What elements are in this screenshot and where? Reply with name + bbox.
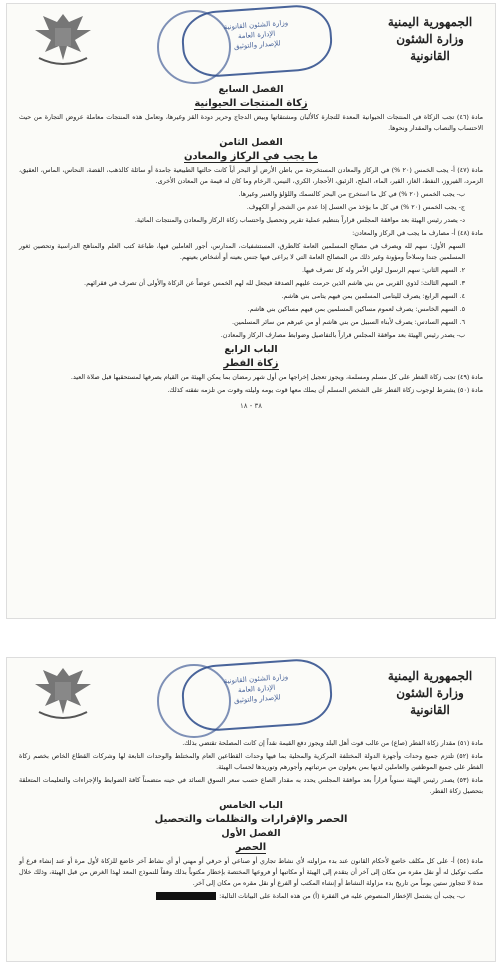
article-53: مادة (٥٣) يصدر رئيس الهيئة سنوياً قراراً بعد موافقة المجلس يحدد به مقدار الصاع حسب سعر السوق السائد في حينه متضمناً كافة الضوابط والإجراءات والتعليمات المتعلقة بتحصيل زكاة الفطر. — [19, 776, 484, 795]
part-5-subtitle: الحصر والإقرارات والتظلمات والتحصيل — [154, 814, 348, 825]
article-54-b: ب- يجب أن يشتمل الإخطار المنصوص عليه في الفقرة (أ) من هذه المادة على البيانات التالية: — [7, 891, 495, 902]
ministry-stamp: وزارة الشئون القانونية الإدارة العامة للإصدار والتوثيق — [180, 657, 334, 733]
share-4: ٤. السهم الرابع: يصرف لليتامى المسلمين بمن فيهم يتامى بني هاشم. — [281, 292, 465, 300]
article-47-a: مادة (٤٧) أ- يجب الخمس (٢٠ %) في الركاز والمعادن المستخرجة من باطن الأرض أو البحر أياً كانت حالتها الطبيعية جامدة أو سائلة كالذهب، الفضة، النحاس، الماس، العقيق، الزمرد، الفيروز، النفط، الغاز، القير، الماء، الملح، الزئبق، الأحجار، الكري، النيس، الرخام وما كان له قيمة من المعادن الأخرى. — [19, 166, 484, 185]
eagle-emblem-icon — [31, 8, 95, 70]
chapter-7-subtitle: زكاة المنتجات الحيوانية — [194, 98, 308, 109]
article-50: مادة (٥٠) يشترط لوجوب زكاة الفطر على الشخص المسلم أن يملك معها قوت يومه وليلته وقوت من تلزمه نفقته كذلك. — [167, 386, 483, 394]
share-2: ٢. السهم الثاني: سهم الرسول لولي الأمر وله كل تصرف فيها. — [302, 266, 465, 274]
share-1: السهم الأول: سهم لله ويصرف في مصالح المسلمين العامة كالطرق، المستشفيات، المدارس، أجور العاملين فيها، طباعة كتب العلم والمناهج الدراسية وتحصين ثغور المسلمين جندا وسلاحاً ومؤونة وغير ذلك من المصالح العامة التي لا يراعى فيها جنس بعينه أو أشخاص بعينهم. — [19, 242, 465, 261]
eagle-emblem-icon — [31, 662, 95, 724]
republic-name: الجمهورية اليمنية — [387, 669, 473, 683]
chapter-1-subtitle: الحصر — [235, 842, 267, 853]
share-5: ٥. السهم الخامس: يصرف لعموم مساكين المسلمين بمن فيهم مساكين بني هاشم. — [247, 305, 465, 313]
article-51: مادة (٥١) مقدار زكاة الفطر (صاع) من غالب قوت أهل البلد ويجوز دفع القيمة نقداً إن كانت المصلحة تقتضي بذلك. — [182, 739, 483, 747]
part-4-subtitle: زكاة الفطر — [223, 358, 279, 369]
document-page-2 — [6, 657, 496, 962]
share-6: ٦. السهم السادس: يصرف لأبناء السبيل من بني هاشم أو من غيرهم من سائر المسلمين. — [231, 318, 465, 326]
part-4-title: الباب الرابع — [224, 344, 278, 355]
page-number: ٣٨ - ١٨ — [239, 402, 263, 410]
article-47-b: ب- يجب الخمس (٢٠ %) في كل ما استخرج من البحر كالسمك واللؤلؤ والعنبر وغيرها. — [238, 190, 465, 198]
article-52: مادة (٥٢) تلتزم جميع وحدات وأجهزة الدولة المختلفة المركزية والمحلية بما فيها وحدات القطاعين العام والمختلط والوحدات التابعة لها وشركات القطاع الخاص بخصم زكاة الفطر على جميع الموظفين والعاملين لديها بمن يعولون من مرتباتهم وأجورهم وتوريدها لحساب الهيئة. — [19, 752, 483, 771]
ministry-name: وزارة الشئون القانونية — [396, 686, 464, 717]
part-5-title: الباب الخامس — [219, 800, 283, 811]
republic-name: الجمهورية اليمنية — [387, 15, 473, 29]
letterhead — [7, 658, 495, 736]
redaction-bar — [156, 892, 216, 900]
share-3: ٣. السهم الثالث: لذوي القربى من بني هاشم الذين حرمت عليهم الصدقة فيجعل لله لهم الخمس عوضاً عن الزكاة والأولى أن تصرف في فقرائهم. — [84, 279, 465, 287]
article-46: مادة (٤٦) تجب الزكاة في المنتجات الحيوانية المعدة للتجارة كالألبان ومشتقاتها وبيض الدجاج وحرير دودة القز وغيرها، وتعامل هذه المنتجات معاملة عروض التجارة من حيث الاحتساب والنصاب والمقدار ونحوها. — [19, 113, 483, 132]
article-54-a: مادة (٥٤) أ- على كل مكلف خاضع لأحكام القانون عند بدء مزاولته لأي نشاط تجاري أو صناعي أو حرفي أو مهني أو أي نشاط آخر خاضع للزكاة لأول مرة أو عند إنشاء فرع أو مكتب توكيل له أو نقل مقره من مكان إلى آخر أن يتقدم إلى الهيئة أو مكاتبها أو فروعها المختصة بإخطار مكتوباً بذلك وفقاً للنموذج المعد لهذا الغرض من قبل الهيئة، وذلك خلال مدة لا تتجاوز ستين يوماً من تاريخ بدء مزاولة النشاط أو إنشاء المكتب أو الفرع أو نقل مقره من مكان إلى آخر. — [19, 857, 483, 887]
chapter-7-title: الفصل السابع — [218, 84, 284, 95]
letterhead-title — [375, 668, 485, 719]
chapter-1-title: الفصل الأول — [221, 828, 281, 839]
ministry-stamp: وزارة الشئون القانونية الإدارة العامة للإصدار والتوثيق — [180, 3, 334, 79]
article-48-b: ب- يصدر رئيس الهيئة بعد موافقة المجلس قراراً بالتفاصيل وضوابط مصارف الركاز والمعادن. — [220, 331, 465, 339]
article-49: مادة (٤٩) تجب زكاة الفطر على كل مسلم ومسلمة، ويجوز تعجيل إخراجها من أول شهر رمضان بما يمكن الهيئة من القيام بصرفها لمستحقيها قبل صلاة العيد. — [70, 373, 483, 381]
document-page-1 — [6, 3, 496, 619]
letterhead-title — [375, 14, 485, 65]
chapter-8-subtitle: ما يجب في الركاز والمعادن — [184, 151, 318, 162]
letterhead — [7, 4, 495, 82]
article-47-c: ج- يجب الخمس (٢٠ %) في كل ما يؤخذ من العسل إذا عدم من الشجر أو الكهوف. — [246, 203, 465, 211]
article-47-d: د- يصدر رئيس الهيئة بعد موافقة المجلس قراراً بتنظيم عملية تقرير وتحصيل واحتساب زكاة الركاز والمعادن والمنتجات المائية. — [134, 216, 465, 224]
chapter-8-title: الفصل الثامن — [219, 137, 283, 148]
article-48-a: مادة (٤٨) أ- مصارف ما يجب في الركاز والمعادن: — [352, 229, 483, 237]
ministry-name: وزارة الشئون القانونية — [396, 32, 464, 63]
